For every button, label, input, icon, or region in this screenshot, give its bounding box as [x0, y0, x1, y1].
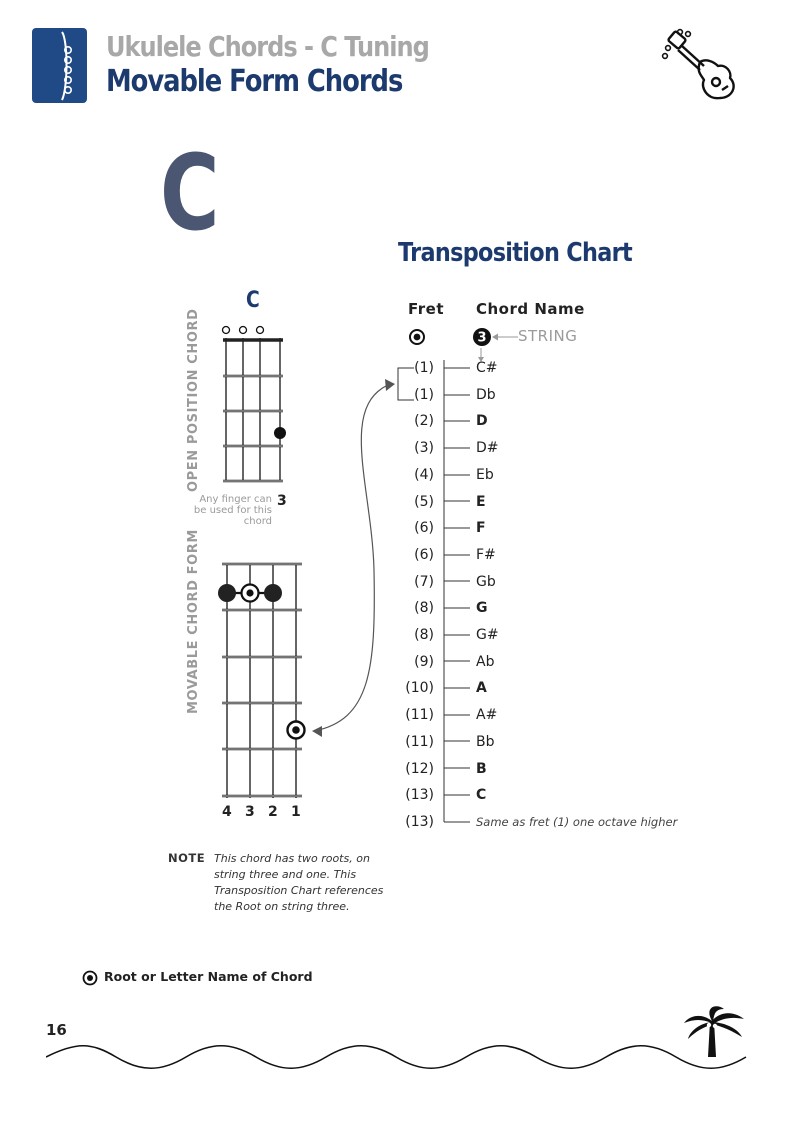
string-number-1: 1 — [291, 804, 301, 820]
fret-cell: (3) — [414, 440, 434, 456]
root-symbol-icon — [408, 328, 426, 350]
finger-number: 3 — [277, 493, 287, 509]
chord-cell: G — [476, 600, 488, 616]
chord-cell: Ab — [476, 654, 495, 670]
chord-cell: C — [476, 787, 487, 803]
chord-cell: F — [476, 520, 486, 536]
open-chord-name: C — [246, 288, 260, 313]
wave-divider — [46, 1042, 748, 1082]
chord-cell: F# — [476, 547, 496, 563]
arrow-left-icon — [491, 329, 519, 348]
movable-chord-diagram — [214, 560, 306, 810]
fret-cell: (5) — [414, 494, 434, 510]
fret-cell: (6) — [414, 547, 434, 563]
fret-cell: (9) — [414, 654, 434, 670]
movable-form-label: MOVABLE CHORD FORM — [186, 529, 201, 714]
fret-cell: (10) — [405, 680, 434, 696]
fret-cell: (11) — [405, 734, 434, 750]
chord-cell: E — [476, 494, 486, 510]
chord-letter: C — [160, 132, 220, 254]
chord-cell: Eb — [476, 467, 494, 483]
chord-cell: G# — [476, 627, 499, 643]
fret-cell: (7) — [414, 574, 434, 590]
fret-cell: (13) — [405, 814, 434, 830]
note-key: NOTE — [168, 851, 206, 865]
string-label: STRING — [518, 327, 578, 345]
fret-cell: (2) — [414, 413, 434, 429]
string-number-4: 4 — [222, 804, 232, 820]
fret-cell: (1) — [414, 360, 434, 376]
fret-cell: (8) — [414, 600, 434, 616]
fret-cell: (1) — [414, 387, 434, 403]
chord-name-column-header: Chord Name — [476, 300, 585, 318]
root-legend-icon — [82, 970, 98, 990]
ukulele-icon — [660, 28, 742, 108]
barre-dot-left — [218, 584, 236, 602]
string-number-2: 2 — [268, 804, 278, 820]
chord-cell: A — [476, 680, 487, 696]
fret-column-header: Fret — [408, 300, 445, 318]
fret-cell: (6) — [414, 520, 434, 536]
header-title: Ukulele Chords - C Tuning — [106, 30, 429, 63]
open-chord-diagram — [214, 322, 294, 512]
transposition-title: Transposition Chart — [398, 238, 632, 268]
chord-cell: D# — [476, 440, 499, 456]
legend-text: Root or Letter Name of Chord — [104, 969, 313, 984]
fret-cell: (4) — [414, 467, 434, 483]
chord-cell: C# — [476, 360, 498, 376]
chord-cell: B — [476, 761, 487, 777]
chord-cell: Bb — [476, 734, 495, 750]
note-text: This chord has two roots, on string three and one. This Transposition Chart references the Root on string three. — [214, 852, 384, 913]
fret-cell: (11) — [405, 707, 434, 723]
open-position-label: OPEN POSITION CHORD — [186, 308, 201, 492]
finger-note: Any finger can be used for this chord — [193, 494, 272, 527]
book-spine-icon — [32, 28, 87, 103]
fret-cell: (13) — [405, 787, 434, 803]
chord-cell: D — [476, 413, 488, 429]
fret-cell: (8) — [414, 627, 434, 643]
string-number-3: 3 — [245, 804, 255, 820]
curved-arrow — [300, 370, 410, 750]
chord-cell: Db — [476, 387, 496, 403]
last-row-note: Same as fret (1) one octave higher — [476, 815, 678, 829]
fret-cell: (12) — [405, 761, 434, 777]
header-subtitle: Movable Form Chords — [106, 64, 403, 99]
chord-cell: A# — [476, 707, 498, 723]
root-string-number: 3 — [477, 330, 487, 346]
chord-cell: Gb — [476, 574, 496, 590]
palm-tree-icon — [682, 1005, 748, 1061]
page-number: 16 — [46, 1021, 67, 1039]
finger-dot — [274, 427, 286, 439]
barre-dot-right — [264, 584, 282, 602]
